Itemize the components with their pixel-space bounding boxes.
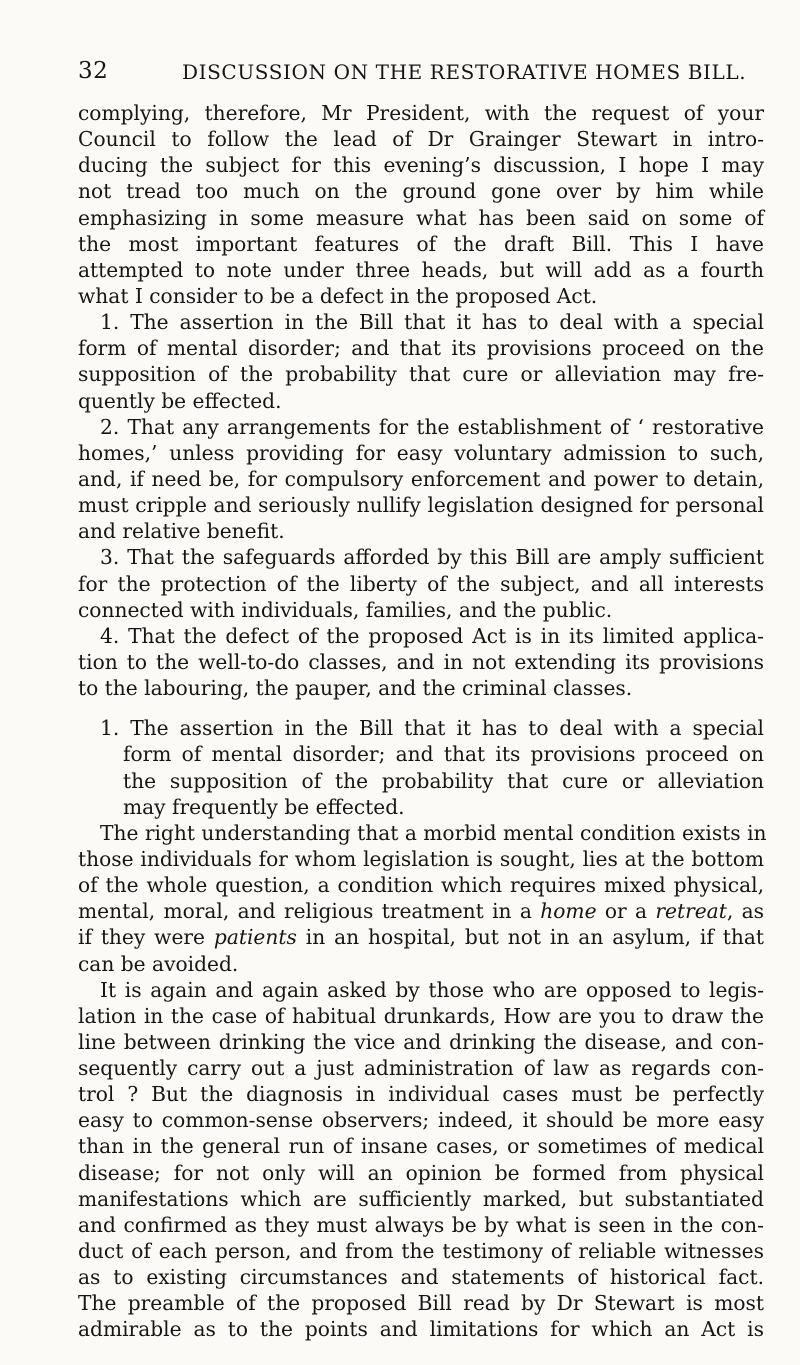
paragraph-right-understanding — [78, 820, 767, 977]
text-line: not tread too much on the ground gone over by him while — [78, 179, 764, 204]
text-line: sequently carry out a just administration of law as regards con- — [78, 1056, 764, 1081]
text-line: form of mental disorder; and that its provisions proceed on — [123, 742, 764, 767]
intro-paragraph — [78, 100, 764, 309]
point-4 — [78, 623, 764, 701]
text-line: of the whole question, a condition which requires mixed physical, — [78, 873, 764, 898]
restated-point-1 — [78, 715, 764, 820]
text-line: complying, therefore, Mr President, with the request of your — [78, 101, 764, 125]
text-line: easy to common-sense observers; indeed, it should be more easy — [78, 1108, 764, 1133]
text-line: the supposition of the probability that cure or alleviation — [123, 768, 764, 793]
text-span: mental, moral, and religious treatment in a — [78, 899, 541, 924]
text-line: admirable as to the points and limitations for which an Act is — [78, 1317, 764, 1342]
running-head — [78, 58, 760, 88]
text-line: than in the general run of insane cases, or sometimes of medical — [78, 1134, 764, 1159]
text-line: those individuals for whom legislation is sought, lies at the bottom — [78, 846, 764, 871]
text-line — [78, 924, 764, 950]
text-line: form of mental disorder; and that its provisions proceed on the — [78, 336, 764, 361]
text-line: trol ? But the diagnosis in individual cases must be perfectly — [78, 1082, 764, 1107]
section-gap — [78, 701, 764, 715]
text-line: must cripple and seriously nullify legislation designed for personal — [78, 493, 764, 518]
text-line: disease; for not only will an opinion be formed from physical — [78, 1160, 764, 1185]
text-line: what I consider to be a defect in the proposed Act. — [78, 283, 598, 308]
text-line: 4. That the defect of the proposed Act is in its limited applica- — [100, 623, 764, 648]
text-line: attempted to note under three heads, but will add as a fourth — [78, 257, 764, 282]
text-line: manifestations which are sufficiently marked, but substantiated — [78, 1186, 764, 1211]
text-line: and, if need be, for compulsory enforcement and power to detain, — [78, 466, 764, 491]
text-span: , as — [726, 899, 764, 924]
text-line: supposition of the probability that cure or alleviation may fre- — [78, 362, 764, 387]
text-span: or a — [596, 899, 656, 924]
text-line: line between drinking the vice and drinking the disease, and con- — [78, 1029, 764, 1054]
text-line: as to existing circumstances and statements of historical fact. — [78, 1265, 764, 1290]
text-line: tion to the well-to-do classes, and in not extending its provisions — [78, 649, 764, 674]
text-line: The preamble of the proposed Bill read by Dr Stewart is most — [78, 1291, 764, 1316]
text-line: 3. That the safeguards afforded by this Bill are amply sufficient — [100, 545, 764, 570]
italic-word: patients — [213, 925, 297, 950]
text-line — [78, 898, 764, 924]
text-line: and relative benefit. — [78, 519, 285, 544]
text-line: and confirmed as they must always be by what is seen in the con- — [78, 1212, 764, 1237]
italic-word: home — [540, 899, 597, 924]
text-line: to the labouring, the pauper, and the criminal classes. — [78, 676, 633, 701]
text-line: connected with individuals, families, and the public. — [78, 597, 613, 622]
text-line: 1. The assertion in the Bill that it has to deal with a special — [100, 310, 764, 335]
text-line: ducing the subject for this evening’s discussion, I hope I may — [78, 153, 764, 178]
text-line: for the protection of the liberty of the subject, and all interests — [78, 571, 764, 596]
text-line: the most important features of the draft Bill. This I have — [78, 231, 764, 256]
text-line: duct of each person, and from the testimony of reliable witnesses — [78, 1239, 764, 1264]
point-3 — [78, 544, 764, 622]
text-line: emphasizing in some measure what has been said on some of — [78, 205, 764, 230]
text-line: 2. That any arrangements for the establishment of ‘ restorative — [100, 414, 764, 439]
text-line: homes,’ unless providing for easy voluntary admission to such, — [78, 440, 764, 465]
text-line: Council to follow the lead of Dr Grainger Stewart in intro- — [78, 127, 764, 152]
italic-word: retreat — [655, 899, 727, 924]
text-span: in an hospital, but not in an asylum, if that — [296, 925, 765, 950]
page-number: 32 — [78, 58, 109, 84]
point-2 — [78, 414, 764, 545]
text-line: quently be effected. — [78, 388, 282, 413]
text-line: lation in the case of habitual drunkards, How are you to draw the — [78, 1003, 764, 1028]
paragraph-again-and-again — [78, 977, 764, 1343]
text-line: may frequently be effected. — [123, 794, 405, 819]
running-title: DISCUSSION ON THE RESTORATIVE HOMES BILL. — [182, 60, 747, 84]
text-line: 1. The assertion in the Bill that it has to deal with a special — [100, 716, 764, 741]
text-span: if they were — [78, 925, 214, 950]
body-text — [78, 100, 767, 1343]
text-line: The right understanding that a morbid mental condition exists in — [100, 820, 767, 845]
text-line: It is again and again asked by those who are opposed to legis- — [100, 977, 764, 1002]
point-1 — [78, 309, 764, 414]
text-line: can be avoided. — [78, 951, 239, 976]
